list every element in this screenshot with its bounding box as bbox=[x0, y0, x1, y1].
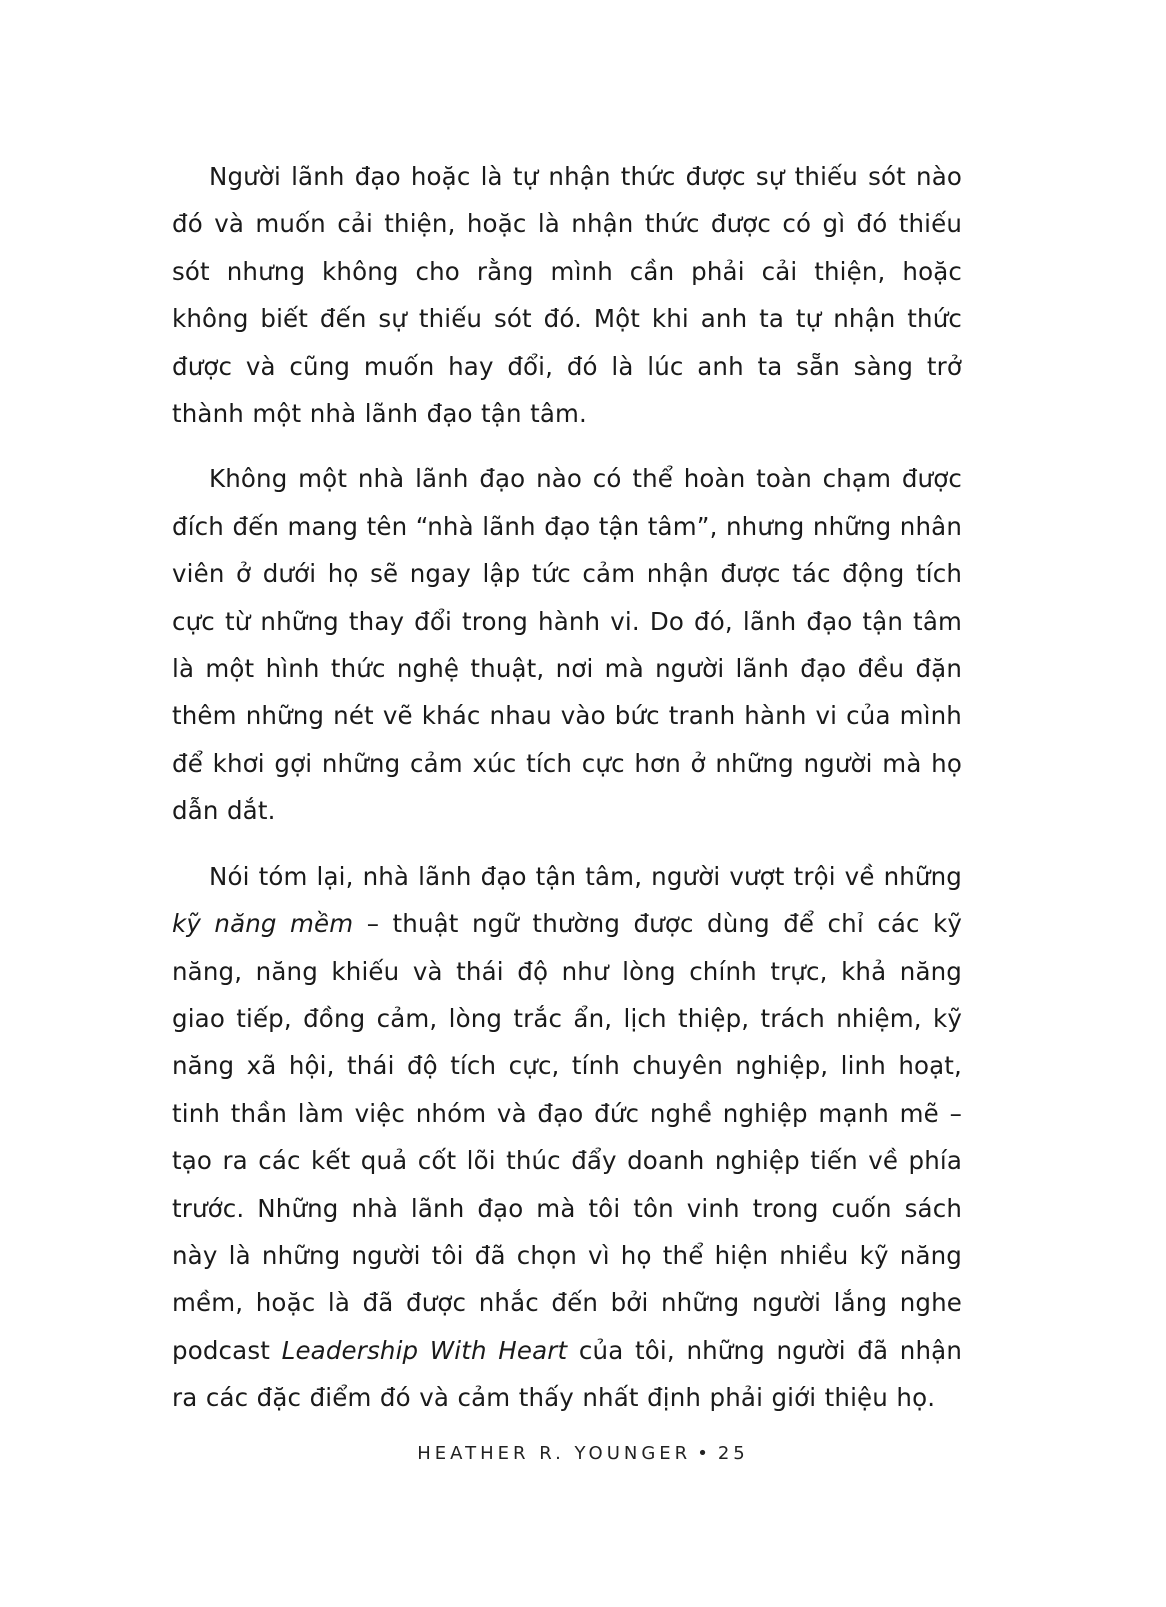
paragraph-3 bbox=[172, 853, 962, 1422]
footer-separator: • bbox=[697, 1443, 712, 1464]
footer-author: HEATHER R. YOUNGER bbox=[417, 1443, 692, 1464]
paragraph-2: Không một nhà lãnh đạo nào có thể hoàn toàn chạm được đích đến mang tên “nhà lãnh đạo tận tâm”, nhưng những nhân viên ở dưới họ sẽ ngay lập tức cảm nhận được tác động tích cực từ những thay đổi trong hành vi. Do đó, lãnh đạo tận tâm là một hình thức nghệ thuật, nơi mà người lãnh đạo đều đặn thêm những nét vẽ khác nhau vào bức tranh hành vi của mình để khơi gợi những cảm xúc tích cực hơn ở những người mà họ dẫn dắt. bbox=[172, 464, 962, 826]
paragraph-3-end: của tôi, những người đã nhận ra các đặc điểm đó và cảm thấy nhất định phải giới thiệu họ. bbox=[172, 1335, 963, 1413]
paragraph-3-intro: Nói tóm lại, nhà lãnh đạo tận tâm, người vượt trội về những bbox=[209, 861, 962, 891]
podcast-title: Leadership With Heart bbox=[281, 1335, 568, 1365]
page-number: 25 bbox=[717, 1443, 749, 1464]
paragraph-1: Người lãnh đạo hoặc là tự nhận thức được sự thiếu sót nào đó và muốn cải thiện, hoặc là nhận thức được có gì đó thiếu sót nhưng không cho rằng mình cần phải cải thiện, hoặc không biết đến sự thiếu sót đó. Một khi anh ta tự nhận thức được và cũng muốn hay đổi, đó là lúc anh ta sẵn sàng trở thành một nhà lãnh đạo tận tâm. bbox=[172, 162, 962, 429]
page-footer bbox=[0, 1443, 1166, 1464]
term-soft-skills: kỹ năng mềm bbox=[172, 909, 354, 939]
paragraph-3-middle: – thuật ngữ thường được dùng để chỉ các kỹ năng, năng khiếu và thái độ như lòng chính trực, khả năng giao tiếp, đồng cảm, lòng trắc ẩn, lịch thiệp, trách nhiệm, kỹ năng xã hội, thái độ tích cực, tính chuyên nghiệp, linh hoạt, tinh thần làm việc nhóm và đạo đức nghề nghiệp mạnh mẽ – tạo ra các kết quả cốt lõi thúc đẩy doanh nghiệp tiến về phía trước. Những nhà lãnh đạo mà tôi tôn vinh trong cuốn sách này là những người tôi đã chọn vì họ thể hiện nhiều kỹ năng mềm, hoặc là đã được nhắc đến bởi những người lắng nghe podcast bbox=[172, 909, 963, 1365]
body-text bbox=[172, 153, 962, 1440]
